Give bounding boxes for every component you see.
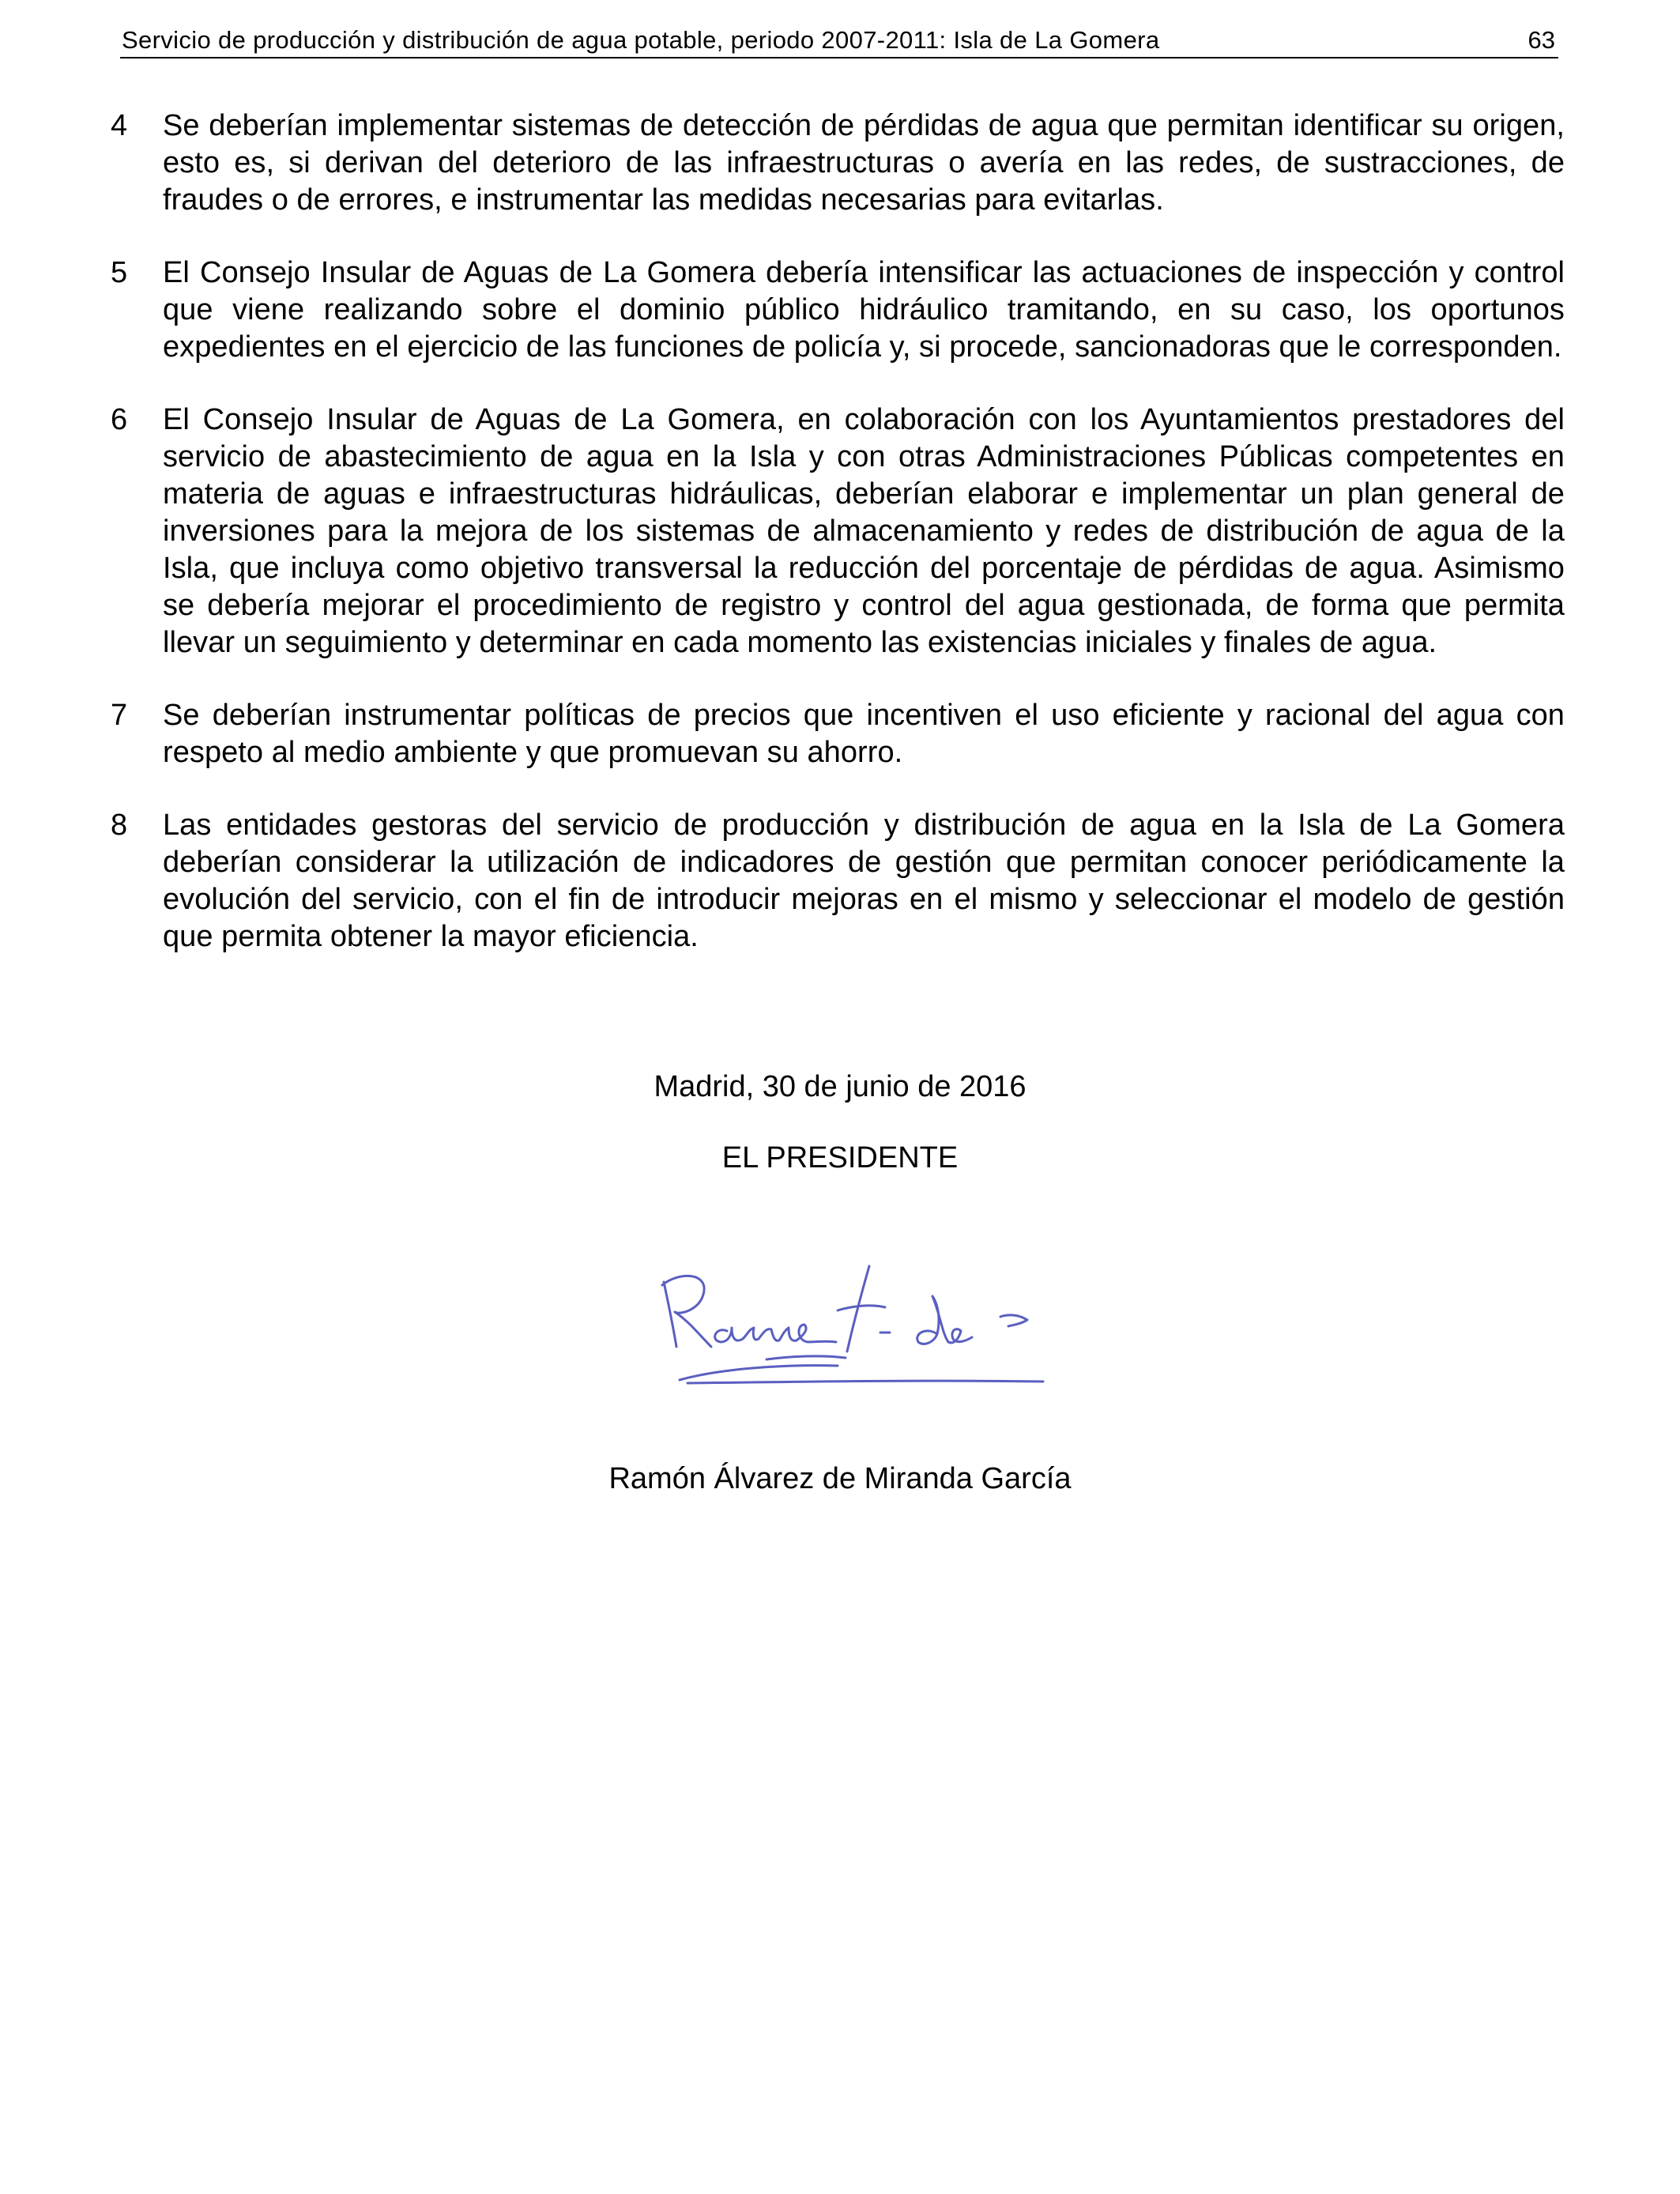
item-text: Las entidades gestoras del servicio de producción y distribución de agua en la Isla de La Gomera deberían considerar la utilización de indicadores de gestión que permitan conocer periódicamente la evolución del servicio, con el fin de introducir mejoras en el mismo y seleccionar el modelo de gestión que permita obtener la mayor eficiencia. — [163, 809, 1565, 953]
list-item — [111, 107, 1565, 219]
signature-stroke — [680, 1366, 1043, 1383]
signer-role: EL PRESIDENTE — [721, 1141, 959, 1174]
item-number: 6 — [111, 403, 128, 436]
signature-stroke — [1000, 1315, 1027, 1326]
list-item — [111, 697, 1565, 771]
signature-stroke — [715, 1325, 836, 1342]
page-number: 63 — [1527, 26, 1555, 54]
signature-stroke — [917, 1296, 972, 1344]
signature-stroke — [838, 1266, 885, 1351]
item-number: 5 — [111, 256, 128, 289]
list-item — [111, 807, 1565, 956]
signature — [648, 1249, 1059, 1415]
header-title: Servicio de producción y distribución de agua potable, periodo 2007-2011: Isla de La Gomera — [122, 26, 1160, 54]
item-text: Se deberían instrumentar políticas de precios que incentiven el uso eficiente y racional del agua con respeto al medio ambiente y que promuevan su ahorro. — [163, 699, 1565, 769]
list-item — [111, 401, 1565, 662]
item-text: El Consejo Insular de Aguas de La Gomera debería intensificar las actuaciones de inspección y control que viene realizando sobre el dominio público hidráulico tramitando, en su caso, los oportunos expedientes en el ejercicio de las funciones de policía y, si procede, sancionadoras que le corresponden. — [163, 256, 1565, 364]
page-header — [120, 22, 1558, 58]
recommendations-list — [111, 107, 1565, 991]
item-text: El Consejo Insular de Aguas de La Gomera, en colaboración con los Ayuntamientos prestadores del servicio de abastecimiento de agua en la Isla y con otras Administraciones Públicas competentes en materia de aguas e infraestructuras hidráulicas, deberían elaborar e implementar un plan general de inversiones para la mejora de los sistemas de almacenamiento y redes de distribución de agua de la Isla, que incluya como objetivo transversal la reducción del porcentaje de pérdidas de agua. Asimismo se debería mejorar el procedimiento de registro y control del agua gestionada, de forma que permita llevar un seguimiento y determinar en cada momento las existencias iniciales y finales de agua. — [163, 403, 1565, 659]
place-date: Madrid, 30 de junio de 2016 — [654, 1070, 1026, 1103]
signature-stroke — [662, 1276, 711, 1347]
item-number: 8 — [111, 809, 128, 842]
item-text: Se deberían implementar sistemas de detección de pérdidas de agua que permitan identificar su origen, esto es, si derivan del deterioro de las infraestructuras o avería en las redes, de sustracciones, de fraudes o de errores, e instrumentar las medidas necesarias para evitarlas. — [163, 109, 1565, 217]
item-number: 4 — [111, 109, 128, 142]
list-item — [111, 254, 1565, 366]
signature-stroke — [767, 1356, 846, 1359]
item-number: 7 — [111, 699, 128, 732]
signer-name: Ramón Álvarez de Miranda García — [608, 1462, 1072, 1495]
